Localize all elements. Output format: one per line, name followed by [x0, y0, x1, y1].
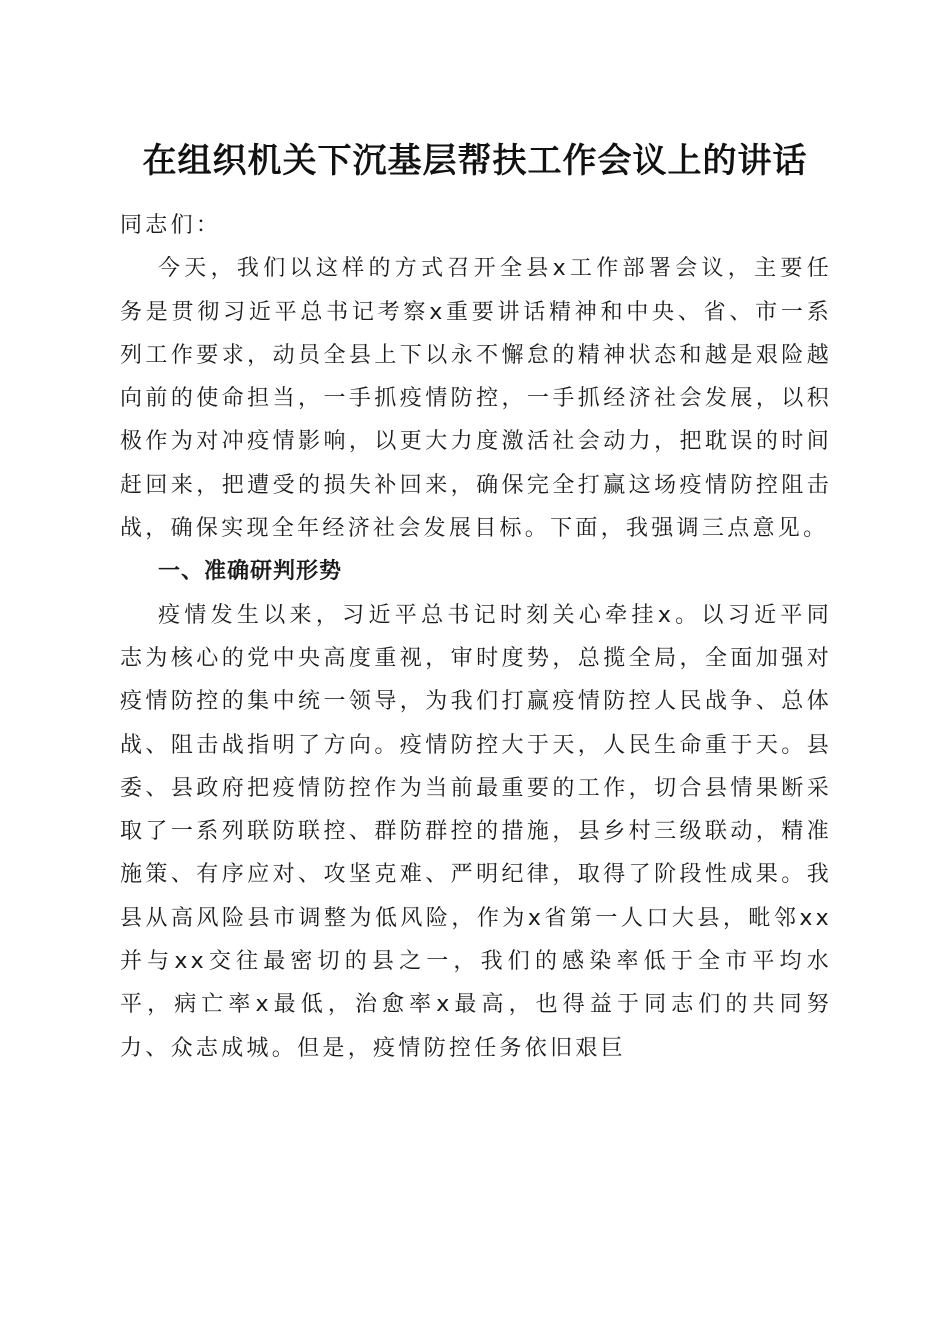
section-paragraph: 疫情发生以来，习近平总书记时刻关心牵挂x。以习近平同志为核心的党中央高度重视，审时度势，总揽全局，全面加强对疫情防控的集中统一领导，为我们打赢疫情防控人民战争、总体战、阻击战指明了方向。疫情防控大于天，人民生命重于天。县委、县政府把疫情防控作为当前最重要的工作，切合县情果断采取了一系列联防联控、群防群控的措施，县乡村三级联动，精准施策、有序应对、攻坚克难、严明纪律，取得了阶段性成果。我县从高风险县市调整为低风险，作为x省第一人口大县，毗邻xx并与xx交往最密切的县之一，我们的感染率低于全市平均水平，病亡率x最低，治愈率x最高，也得益于同志们的共同努力、众志成城。但是，疫情防控任务依旧艰巨	[120, 602, 832, 1061]
intro-paragraph: 今天，我们以这样的方式召开全县x工作部署会议，主要任务是贯彻习近平总书记考察x重要讲话精神和中央、省、市一系列工作要求，动员全县上下以永不懈怠的精神状态和越是艰险越向前的使命担当，一手抓疫情防控，一手抓经济社会发展，以积极作为对冲疫情影响，以更大力度激活社会动力，把耽误的时间赶回来，把遭受的损失补回来，确保完全打赢这场疫情防控阻击战，确保实现全年经济社会发展目标。下面，我强调三点意见。	[120, 256, 832, 542]
salutation: 同志们：	[120, 213, 222, 238]
document-title: 在组织机关下沉基层帮扶工作会议上的讲话	[142, 141, 808, 181]
document-body	[120, 204, 832, 1070]
section-heading: 一、准确研判形势	[158, 559, 343, 585]
